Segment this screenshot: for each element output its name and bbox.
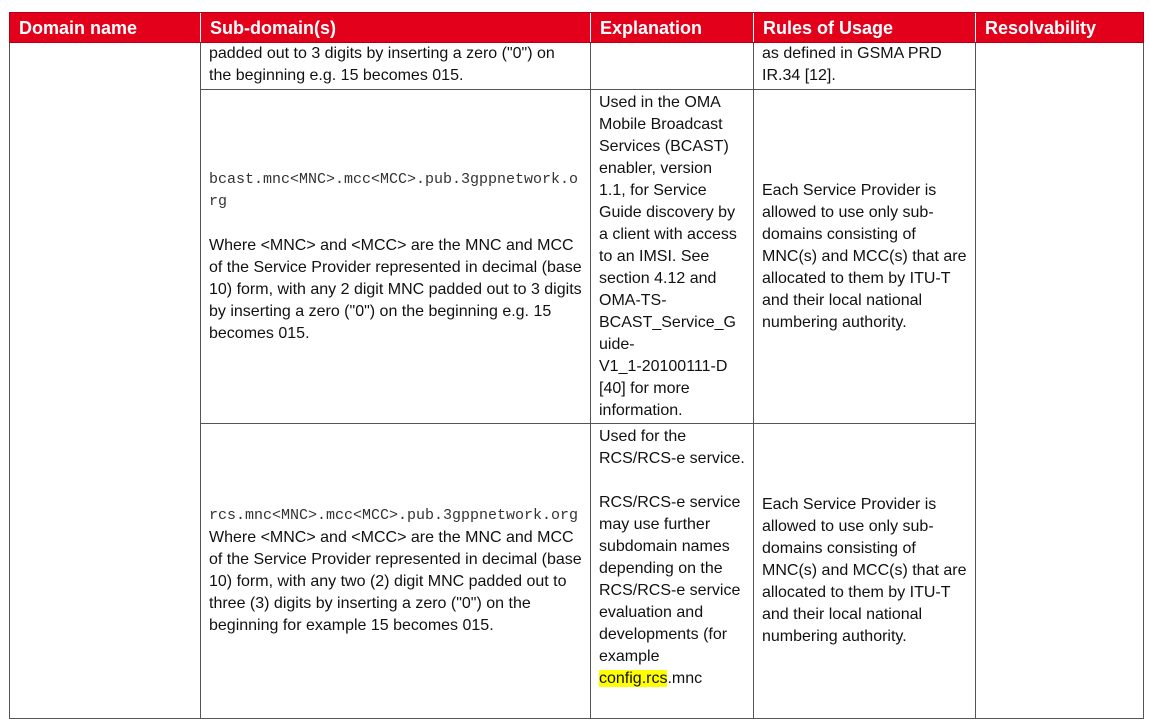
explanation-line: [40] for more [599, 380, 690, 397]
sub-domain-cell [201, 424, 591, 719]
explanation-line: V1_1-20100111-D [599, 358, 728, 375]
rules-text: Each Service Provider is allowed to use only sub-domains consisting of MNC(s) and MCC(s) that are allocated to them by ITU-T and their local national numbering authority. [762, 181, 967, 331]
explanation-text [599, 492, 745, 690]
explanation-text-tail: .mnc [667, 670, 703, 687]
sub-domain-cell [201, 43, 591, 90]
explanation-line: to an IMSI. See [599, 248, 710, 265]
rules-text-line: IR.34 [12]. [762, 67, 836, 84]
sub-domain-text-line: padded out to 3 digits by inserting a zero ("0") on [209, 45, 555, 62]
explanation-text-part: RCS/RCS-e service may use further subdomain names depending on the RCS/RCS-e service evaluation and developments (for example [599, 494, 741, 665]
explanation-line: BCAST_Service_G [599, 314, 736, 331]
header-resolvability: Resolvability [976, 13, 1144, 43]
explanation-text: Used for the RCS/RCS-e service. [599, 428, 745, 467]
explanation-line: Mobile Broadcast [599, 116, 723, 133]
explanation-cell [591, 90, 754, 424]
resolvability-cell [976, 43, 1144, 719]
highlighted-text: config.rcs [599, 670, 668, 687]
sub-domain-name: bcast.mnc<MNC>.mcc<MCC>.pub.3gppnetwork.org [209, 170, 579, 210]
explanation-cell [591, 43, 754, 90]
sub-domain-description: Where <MNC> and <MCC> are the MNC and MCC of the Service Provider represented in decimal (base 10) form, with any 2 digit MNC padded out to 3 digits by inserting a zero ("0") on the beginning e.g. 15 becomes 015. [209, 236, 582, 342]
explanation-line: OMA-TS- [599, 292, 667, 309]
header-domain-name: Domain name [10, 13, 201, 43]
rules-text-line: as defined in GSMA PRD [762, 45, 942, 62]
explanation-line: uide- [599, 336, 635, 353]
domain-table [9, 12, 1144, 719]
rules-text: Each Service Provider is allowed to use only sub-domains consisting of MNC(s) and MCC(s) that are allocated to them by ITU-T and their local national numbering authority. [762, 496, 967, 645]
explanation-text [599, 92, 745, 422]
rules-cell [754, 424, 976, 719]
explanation-line: a client with access [599, 226, 737, 243]
explanation-line: information. [599, 402, 683, 419]
explanation-line: enabler, version [599, 160, 712, 177]
explanation-line: section 4.12 and [599, 270, 717, 287]
explanation-line: 1.1, for Service [599, 182, 707, 199]
sub-domain-cell [201, 90, 591, 424]
explanation-line: Used in the OMA [599, 94, 721, 111]
header-explanation: Explanation [591, 13, 754, 43]
domain-name-cell [10, 43, 201, 719]
sub-domain-description: Where <MNC> and <MCC> are the MNC and MCC of the Service Provider represented in decimal (base 10) form, with any two (2) digit MNC padded out to three (3) digits by inserting a zero ("0") on the beginning for example 15 becomes 015. [209, 529, 582, 634]
explanation-line: Guide discovery by [599, 204, 736, 221]
header-rules-of-usage: Rules of Usage [754, 13, 976, 43]
rules-cell [754, 90, 976, 424]
table-row [10, 43, 1144, 90]
sub-domain-name: rcs.mnc<MNC>.mcc<MCC>.pub.3gppnetwork.org [209, 507, 579, 524]
table-header-row [10, 13, 1144, 43]
rules-cell [754, 43, 976, 90]
explanation-cell [591, 424, 754, 719]
explanation-line: Services (BCAST) [599, 138, 729, 155]
sub-domain-text-line: the beginning e.g. 15 becomes 015. [209, 67, 464, 84]
header-sub-domains: Sub-domain(s) [201, 13, 591, 43]
